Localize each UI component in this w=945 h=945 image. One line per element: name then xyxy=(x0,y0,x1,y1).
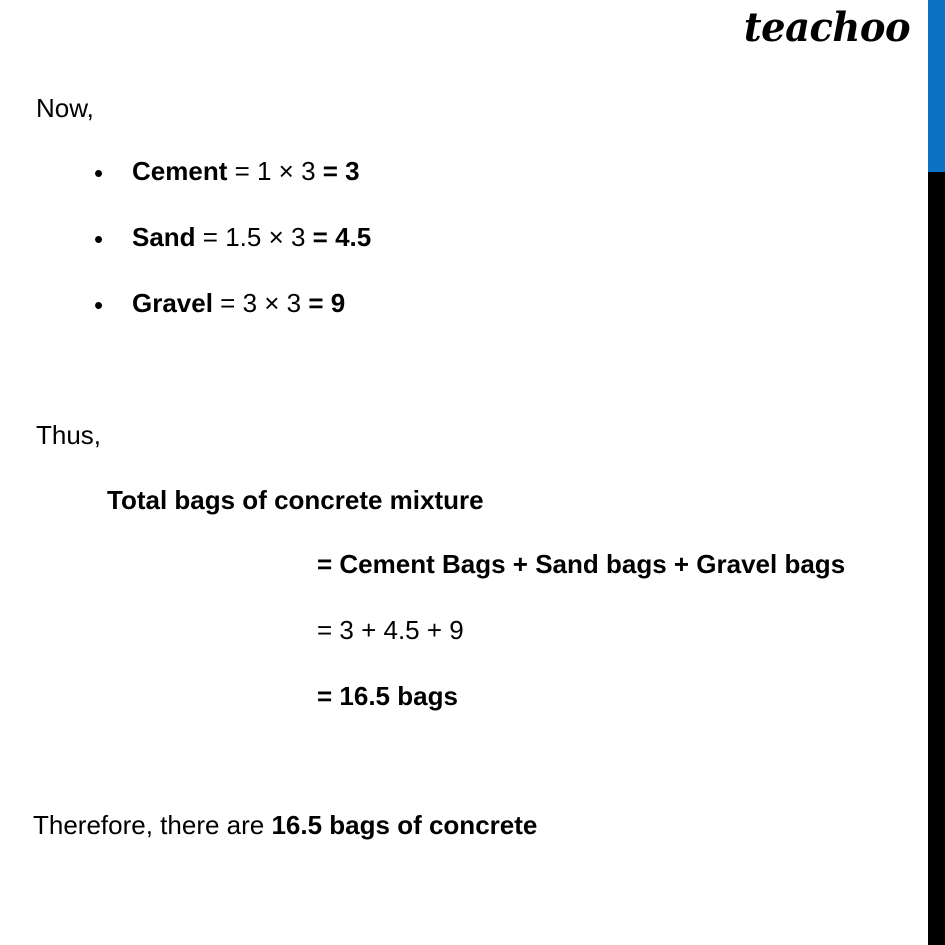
bullet-icon: • xyxy=(94,290,104,320)
list-item xyxy=(88,224,848,290)
equation-line: = 3 + 4.5 + 9 xyxy=(317,615,464,645)
right-edge-black-bar xyxy=(928,172,945,945)
right-edge-blue-bar xyxy=(928,0,945,172)
bullet-text xyxy=(132,224,371,250)
ingredient-name: Sand xyxy=(132,222,196,252)
ingredient-result: = 4.5 xyxy=(312,222,372,252)
lead-in-now: Now, xyxy=(36,93,94,123)
lead-in-thus: Thus, xyxy=(36,420,102,450)
ingredient-name: Cement xyxy=(132,156,228,186)
ingredient-result: = 9 xyxy=(308,288,346,318)
list-item xyxy=(88,290,848,356)
equation-block xyxy=(317,551,917,749)
bullet-text xyxy=(132,158,360,184)
ingredient-name: Gravel xyxy=(132,288,213,318)
list-item xyxy=(88,158,848,224)
equation-line: = 16.5 bags xyxy=(317,681,458,711)
bullet-icon: • xyxy=(94,158,104,188)
equation-line: = Cement Bags + Sand bags + Gravel bags xyxy=(317,549,846,579)
ingredient-result: = 3 xyxy=(322,156,360,186)
ingredient-expression: = 1 × 3 xyxy=(227,156,323,186)
total-bags-label: Total bags of concrete mixture xyxy=(107,485,484,515)
bullet-icon: • xyxy=(94,224,104,254)
ingredient-expression: = 3 × 3 xyxy=(212,288,309,318)
conclusion-prefix: Therefore, there are xyxy=(33,810,272,840)
teachoo-logo: teachoo xyxy=(743,4,910,51)
ingredient-expression: = 1.5 × 3 xyxy=(195,222,313,252)
ingredient-bullet-list xyxy=(88,158,848,356)
conclusion-answer: 16.5 bags of concrete xyxy=(271,810,538,840)
bullet-text xyxy=(132,290,345,316)
conclusion-line xyxy=(33,811,537,841)
